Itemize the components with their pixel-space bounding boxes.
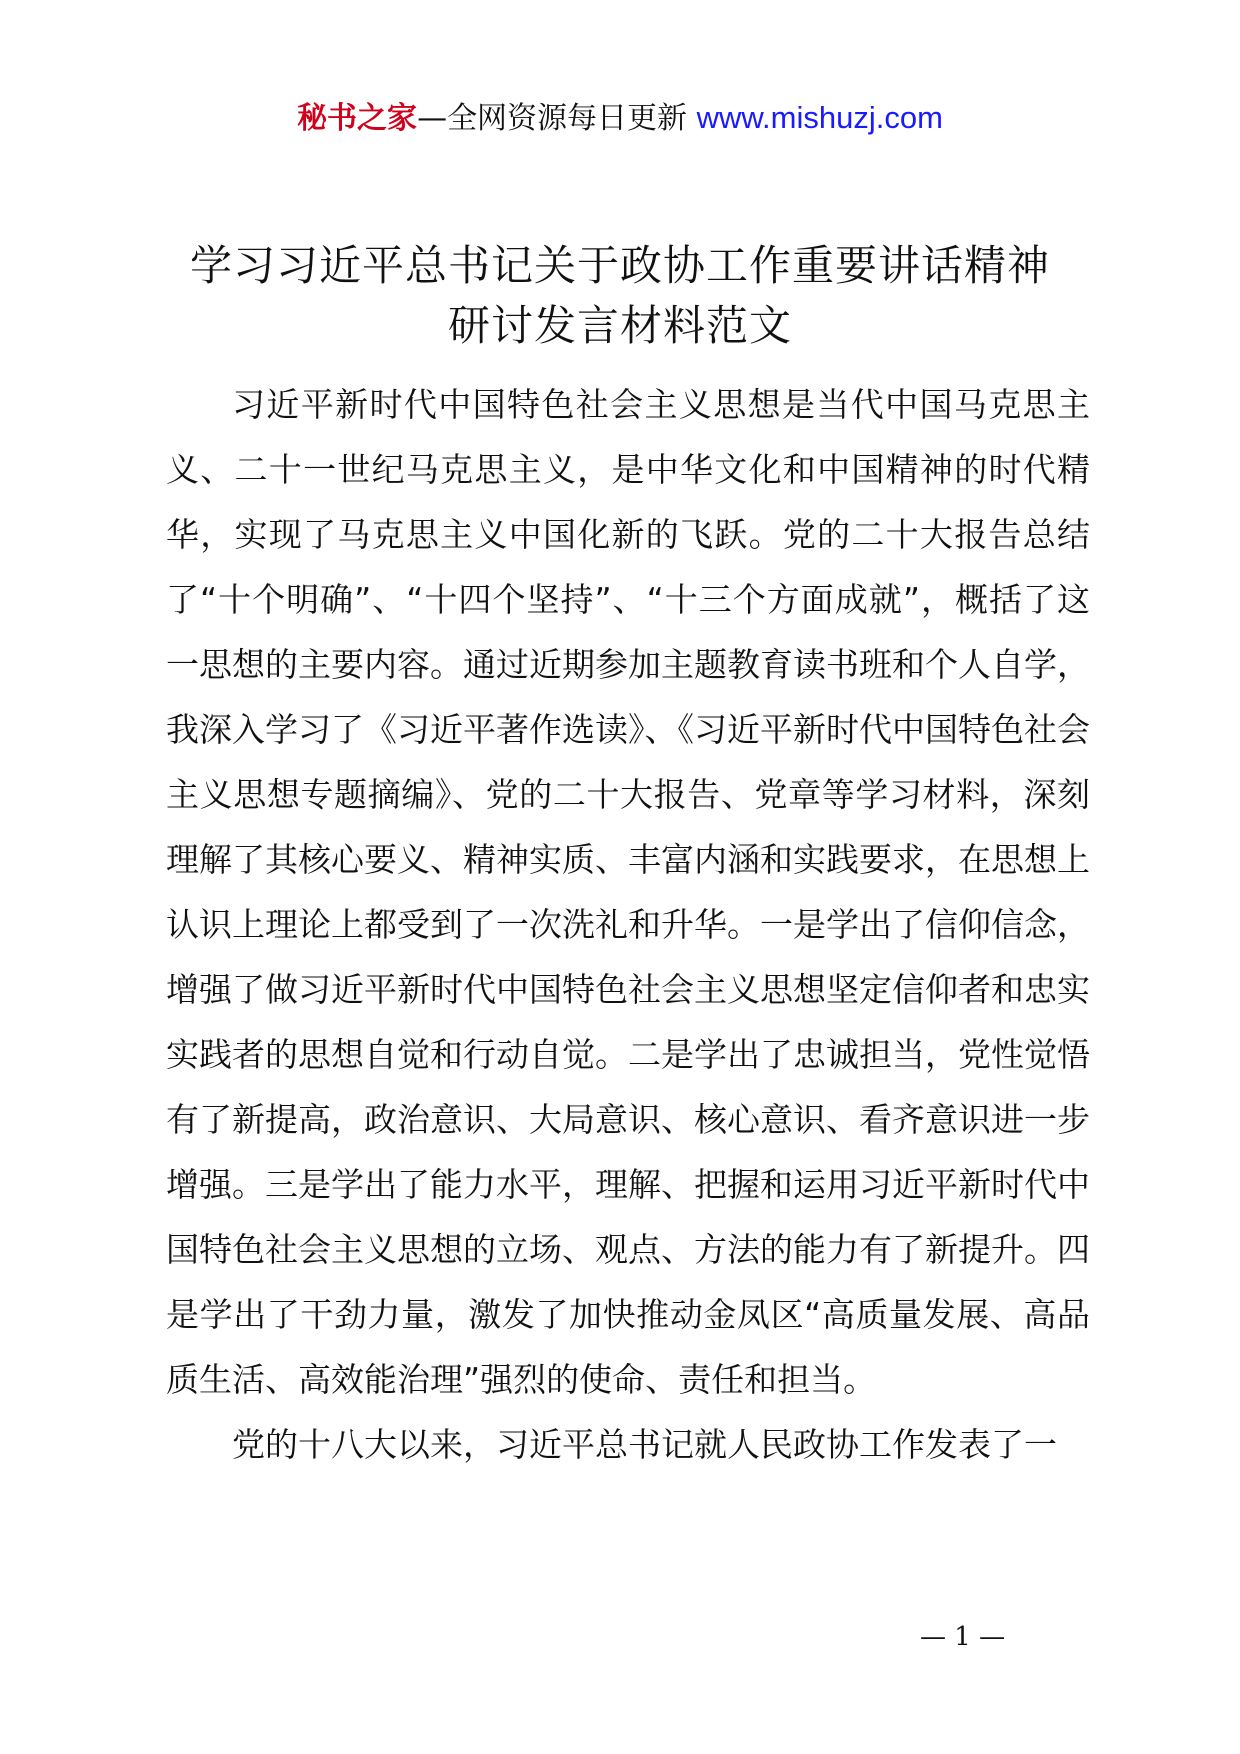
title-line-1: 学习习近平总书记关于政协工作重要讲话精神 bbox=[189, 241, 1050, 290]
body-paragraph-1: 习近平新时代中国特色社会主义思想是当代中国马克思主义、二十一世纪马克思主义，是中华文化和中国精神的时代精华，实现了马克思主义中国化新的飞跃。党的二十大报告总结了“十个明确”、“十四个坚持”、“十三个方面成就”，概括了这一思想的主要内容。通过近期参加主题教育读书班和个人自学，我深入学习了《习近平著作选读》、《习近平新时代中国特色社会主义思想专题摘编》、党的二十大报告、党章等学习材料，深刻理解了其核心要义、精神实质、丰富内涵和实践要求，在思想上认识上理论上都受到了一次洗礼和升华。一是学出了信仰信念，增强了做习近平新时代中国特色社会主义思想坚定信仰者和忠实实践者的思想自觉和行动自觉。二是学出了忠诚担当，党性觉悟有了新提高，政治意识、大局意识、核心意识、看齐意识进一步增强。三是学出了能力水平，理解、把握和运用习近平新时代中国特色社会主义思想的立场、观点、方法的能力有了新提升。四是学出了干劲力量，激发了加快推动金凤区“高质量发展、高品质生活、高效能治理”强烈的使命、责任和担当。 bbox=[166, 385, 1090, 1399]
document-body bbox=[166, 372, 1090, 1477]
document-title bbox=[150, 236, 1090, 356]
page-number: — 1 — bbox=[920, 1622, 1006, 1652]
site-header bbox=[0, 98, 1240, 139]
site-url-link[interactable]: www.mishuzj.com bbox=[696, 100, 943, 135]
body-paragraph-2: 党的十八大以来，习近平总书记就人民政协工作发表了一 bbox=[232, 1425, 1057, 1464]
title-line-2: 研讨发言材料范文 bbox=[447, 301, 792, 350]
site-tagline: —全网资源每日更新 bbox=[417, 101, 688, 136]
site-brand: 秘书之家 bbox=[297, 101, 418, 136]
